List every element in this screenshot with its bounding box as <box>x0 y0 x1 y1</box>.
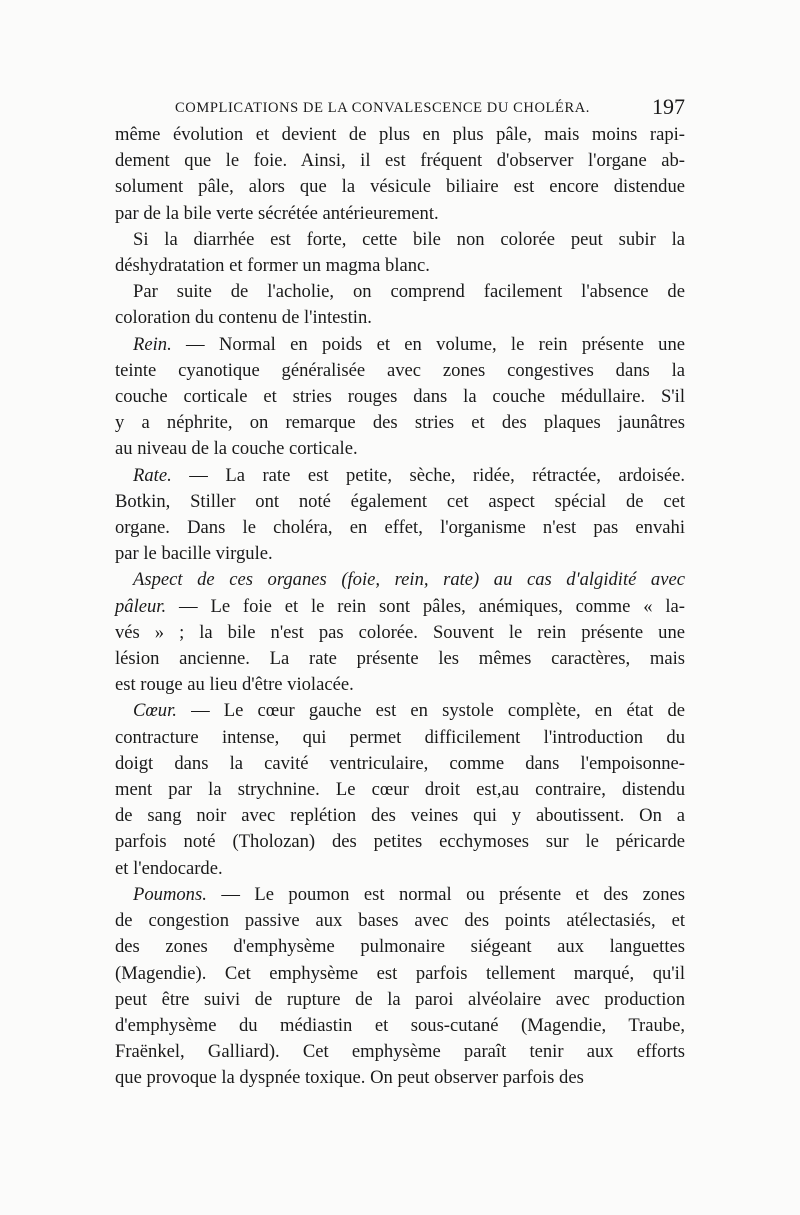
text-line: parfois noté (Tholozan) des petites ecchymoses sur le péricarde <box>115 831 685 853</box>
body-text <box>115 122 685 1092</box>
text-line <box>115 698 685 724</box>
text-line: ment par la strychnine. Le cœur droit est,au contraire, distendu <box>115 779 685 801</box>
text-line: (Magendie). Cet emphysème est parfois tellement marqué, qu'il <box>115 962 685 984</box>
text-line: couche corticale et stries rouges dans la couche médullaire. S'il <box>115 386 685 408</box>
paragraph <box>115 227 685 279</box>
section-heading-continued: pâleur. <box>115 595 167 617</box>
paragraph <box>115 698 685 881</box>
text-line: au niveau de la couche corticale. <box>115 438 358 460</box>
text-line: lésion ancienne. La rate présente les mêmes caractères, mais <box>115 648 685 670</box>
text-line: Botkin, Stiller ont noté également cet aspect spécial de cet <box>115 490 685 512</box>
text-line: déshydratation et former un magma blanc. <box>115 255 430 277</box>
text-line: organe. Dans le choléra, en effet, l'organisme n'est pas envahi <box>115 517 685 539</box>
section-heading: Rein. <box>133 333 172 355</box>
text-line: des zones d'emphysème pulmonaire siégeant aux languettes <box>115 936 685 958</box>
text-run: — Le cœur gauche est en systole complète, en état de <box>176 700 685 722</box>
section-heading: Rate. <box>133 464 172 486</box>
text-line: solument pâle, alors que la vésicule biliaire est encore distendue <box>115 176 685 198</box>
text-line <box>115 463 685 489</box>
text-line: teinte cyanotique généralisée avec zones congestives dans la <box>115 359 685 381</box>
paragraph <box>115 882 685 1092</box>
text-line <box>115 594 685 620</box>
section-heading: Poumons. <box>133 883 207 905</box>
text-line: doigt dans la cavité ventriculaire, comme dans l'empoisonne- <box>115 752 685 774</box>
paragraph <box>115 332 685 463</box>
text-line: que provoque la dyspnée toxique. On peut observer parfois des <box>115 1067 584 1089</box>
paragraph <box>115 122 685 227</box>
text-line: contracture intense, qui permet difficilement l'introduction du <box>115 726 685 748</box>
text-line: est rouge au lieu d'être violacée. <box>115 674 354 696</box>
text-line: de congestion passive aux bases avec des points atélectasiés, et <box>115 910 685 932</box>
text-line: par de la bile verte sécrétée antérieurement. <box>115 202 439 224</box>
text-line: dement que le foie. Ainsi, il est fréquent d'observer l'organe ab- <box>115 150 685 172</box>
text-line: y a néphrite, on remarque des stries et des plaques jaunâtres <box>115 412 685 434</box>
text-line: coloration du contenu de l'intestin. <box>115 307 372 329</box>
text-run: — La rate est petite, sèche, ridée, rétractée, ardoisée. <box>171 464 685 486</box>
text-line: vés » ; la bile n'est pas colorée. Souvent le rein présente une <box>115 621 685 643</box>
text-line: d'emphysème du médiastin et sous-cutané (Magendie, Traube, <box>115 1014 685 1036</box>
paragraph <box>115 463 685 568</box>
text-run: — Le poumon est normal ou présente et des zones <box>206 883 685 905</box>
text-line <box>115 332 685 358</box>
paragraph <box>115 279 685 331</box>
page-header <box>115 96 685 118</box>
page-number: 197 <box>652 94 685 119</box>
text-line: peut être suivi de rupture de la paroi alvéolaire avec production <box>115 988 685 1010</box>
text-line: par le bacille virgule. <box>115 543 273 565</box>
section-heading: Cœur. <box>133 700 177 722</box>
text-line: de sang noir avec replétion des veines qui y aboutissent. On a <box>115 805 685 827</box>
text-line: même évolution et devient de plus en plus pâle, mais moins rapi- <box>115 124 685 145</box>
text-line: et l'endocarde. <box>115 857 223 879</box>
text-line: Par suite de l'acholie, on comprend facilement l'absence de <box>133 281 685 303</box>
section-heading: Aspect de ces organes (foie, rein, rate) au cas d'algidité avec <box>133 569 685 591</box>
paragraph <box>115 567 685 698</box>
text-line: Si la diarrhée est forte, cette bile non colorée peut subir la <box>133 228 685 250</box>
running-title: COMPLICATIONS DE LA CONVALESCENCE DU CHOLÉRA. <box>175 100 591 116</box>
text-run: — Normal en poids et en volume, le rein présente une <box>171 333 685 355</box>
text-run: — Le foie et le rein sont pâles, anémiques, comme « la- <box>166 595 685 617</box>
text-line <box>115 882 685 908</box>
text-line: Fraënkel, Galliard). Cet emphysème paraît tenir aux efforts <box>115 1041 685 1063</box>
